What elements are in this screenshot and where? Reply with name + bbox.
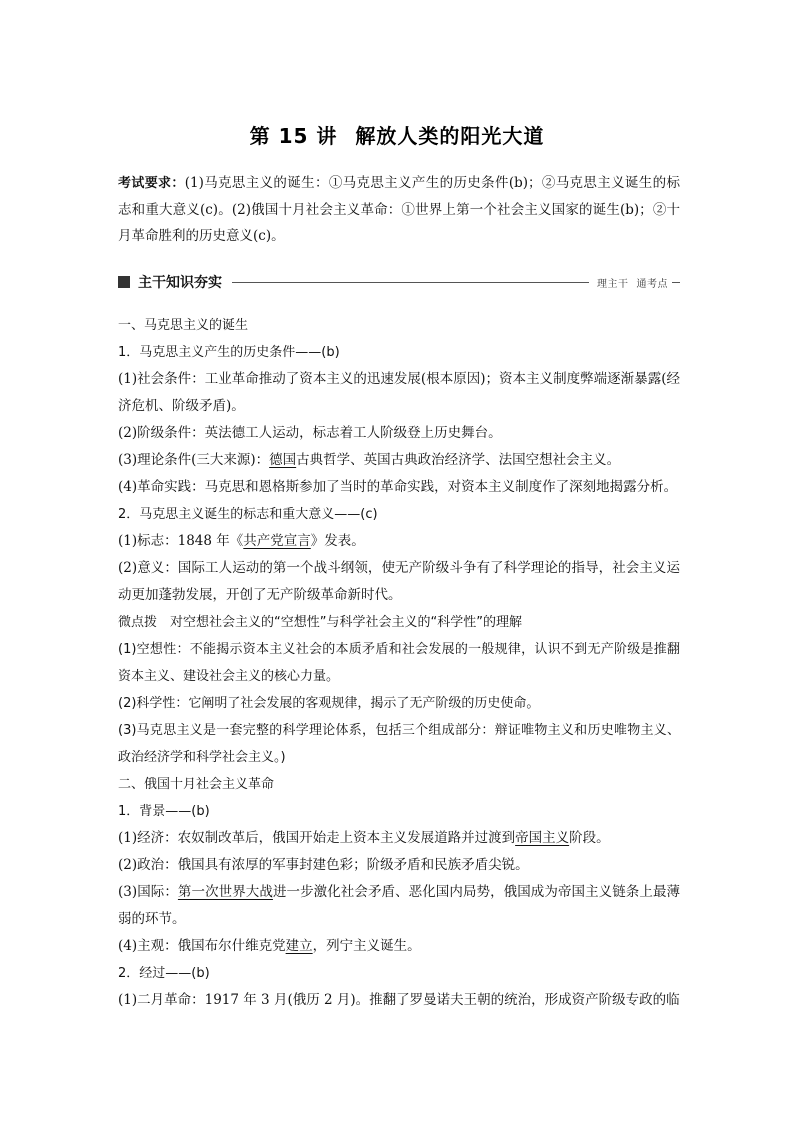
main-content xyxy=(118,312,680,1014)
requirements-label: 考试要求： xyxy=(118,176,185,191)
part1-heading: 一、马克思主义的诞生 xyxy=(118,318,249,333)
part1-sub1-item1: (1)社会条件：工业革命推动了资本主义的迅速发展(根本原因)；资本主义制度弊端逐渐暴露(经济危机、阶级矛盾)。 xyxy=(118,371,680,414)
p2-item4-suffix: ，列宁主义诞生。 xyxy=(312,938,421,954)
lecture-number: 第 15 讲 xyxy=(249,124,338,148)
tip-item3: (3)马克思主义是一套完整的科学理论体系，包括三个组成部分：辩证唯物主义和历史唯物主义、政治经济学和科学社会主义。) xyxy=(118,723,680,765)
p2-item4-prefix: (4)主观：俄国布尔什维克党 xyxy=(118,938,286,954)
part2-sub2-heading: 2．经过——(b) xyxy=(118,966,210,981)
tip-heading: 微点拨 对空想社会主义的“空想性”与科学社会主义的“科学性”的理解 xyxy=(118,615,522,630)
lecture-topic: 解放人类的阳光大道 xyxy=(355,124,545,148)
section-tagline xyxy=(597,275,668,290)
p2-item3-prefix: (3)国际： xyxy=(118,884,178,900)
tagline-a: 理主干 xyxy=(597,278,629,290)
p2-item3-suffix: 进一步激化社会矛盾、恶化国内局势，俄国成为帝国主义链条上最薄弱的环节。 xyxy=(118,884,680,927)
p2-item1-suffix: 阶段。 xyxy=(569,830,610,846)
part2-sub1-item3 xyxy=(118,879,680,933)
item3-suffix: 古典哲学、英国古典政治经济学、法国空想社会主义。 xyxy=(296,452,621,468)
section-header xyxy=(118,272,680,292)
section-square-icon xyxy=(118,276,130,288)
requirements-text: (1)马克思主义的诞生：①马克思主义产生的历史条件(b)；②马克思主义诞生的标志和重大意义(c)。(2)俄国十月社会主义革命：①世界上第一个社会主义国家的诞生(b)；②十月革命胜利的历史意义(c)。 xyxy=(118,175,680,244)
underlined-ww1: 第一次世界大战 xyxy=(177,884,273,900)
underlined-imperialism: 帝国主义 xyxy=(515,830,570,846)
tip-item1: (1)空想性：不能揭示资本主义社会的本质矛盾和社会发展的一般规律，认识不到无产阶级是推翻资本主义、建设社会主义的核心力量。 xyxy=(118,642,680,684)
part2-sub2-item1: (1)二月革命：1917 年 3 月(俄历 2 月)。推翻了罗曼诺夫王朝的统治，形成资产阶级专政的临 xyxy=(118,992,680,1008)
part1-sub1-heading: 1．马克思主义产生的历史条件——(b) xyxy=(118,345,340,360)
tagline-b: 通考点 xyxy=(636,278,668,290)
part1-sub1-item3 xyxy=(118,447,680,474)
tip-item2: (2)科学性：它阐明了社会发展的客观规律，揭示了无产阶级的历史使命。 xyxy=(118,696,540,711)
part1-sub1-item2: (2)阶级条件：英法德工人运动，标志着工人阶级登上历史舞台。 xyxy=(118,425,502,441)
part1-sub2-item2: (2)意义：国际工人运动的第一个战斗纲领，使无产阶级斗争有了科学理论的指导，社会主义运动更加蓬勃发展，开创了无产阶级革命新时代。 xyxy=(118,560,680,603)
sub2-item1-suffix: 》发表。 xyxy=(310,533,365,549)
underlined-manifesto: 共产党宣言 xyxy=(243,533,311,549)
p2-item1-prefix: (1)经济：农奴制改革后，俄国开始走上资本主义发展道路并过渡到 xyxy=(118,830,516,846)
item3-prefix: (3)理论条件(三大来源)： xyxy=(118,452,270,468)
part2-sub1-item2: (2)政治：俄国具有浓厚的军事封建色彩；阶级矛盾和民族矛盾尖锐。 xyxy=(118,857,529,873)
underlined-germany: 德国 xyxy=(269,452,297,468)
part1-sub1-item4: (4)革命实践：马克思和恩格斯参加了当时的革命实践，对资本主义制度作了深刻地揭露分析。 xyxy=(118,479,678,495)
sub2-item1-prefix: (1)标志：1848 年《 xyxy=(118,533,244,549)
section-rule xyxy=(232,282,589,283)
underlined-founded: 建立 xyxy=(285,938,313,954)
part1-sub2-item1 xyxy=(118,528,680,555)
section-tail-dash xyxy=(672,282,680,283)
part2-sub1-item1 xyxy=(118,825,680,852)
part1-sub2-heading: 2．马克思主义诞生的标志和重大意义——(c) xyxy=(118,507,378,522)
section-title: 主干知识夯实 xyxy=(138,275,222,291)
part2-sub1-heading: 1．背景——(b) xyxy=(118,804,210,819)
part2-sub1-item4 xyxy=(118,933,680,960)
page-title xyxy=(0,120,794,149)
exam-requirements xyxy=(118,170,680,249)
part2-heading: 二、俄国十月社会主义革命 xyxy=(118,777,275,792)
